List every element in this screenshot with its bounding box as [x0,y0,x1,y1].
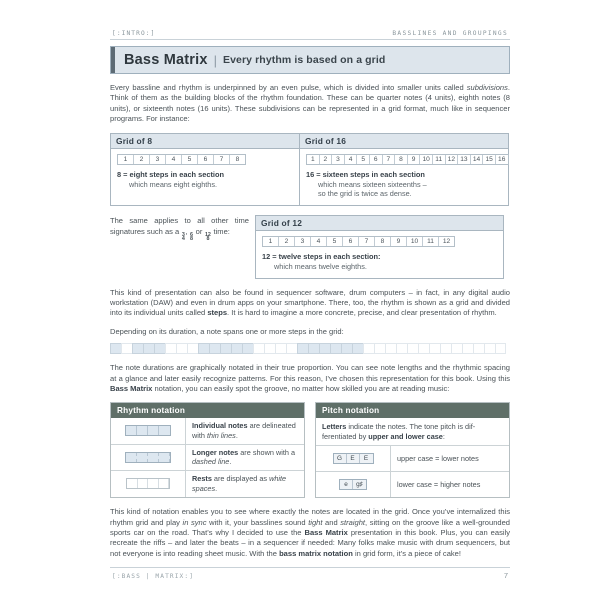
sig1-numerator: 3 [181,231,185,238]
closing-text-1: This kind of notation enables you to see where exactly the notes are located in the grid. Once you’ve internalized this rhythm grid and play [110,507,510,527]
step-cell: 10 [407,237,423,246]
long-note-dashed-icon [125,452,171,463]
time-sig-comma: , [185,226,190,236]
pitch-intro-term: Letters [322,421,347,431]
step-grid-8 [117,154,246,165]
duration-cell-filled [308,343,319,354]
note-letter: g♯ [356,481,363,489]
note-cell [148,453,159,462]
running-head-rule [110,39,510,40]
step-cell: 2 [279,237,295,246]
duration-cell-empty [176,343,187,354]
intro-text-1: Every bassline and rhythm is underpinned by an even pulse, which is divided into smaller units called [110,83,467,92]
pitch-row-1-text: lower case = higher notes [397,479,481,489]
duration-cell-filled [231,343,242,354]
note-letter: G [334,454,347,463]
proportion-term-bass-matrix: Bass Matrix [110,384,153,394]
running-head-left: [:INTRO:] [112,30,156,37]
duration-cell-empty [374,343,385,354]
rest-cell [138,479,149,488]
rest-cell [159,479,170,488]
pitch-glyph-lower-case [316,472,391,497]
intro-text-2: . Think of them as the building blocks of the rhythm foundation. These can be quarter notes (4 units), eighth notes (8 units), or sixteenth notes (16 units). These subdivisions can be represented in a grid format, much like in sequencer programs. For instance: [110,83,510,124]
note-duration-strip [110,343,510,354]
rhythm-glyph-longer-notes [111,445,186,471]
sig2-numerator: 6 [190,231,194,238]
step-cell: 8 [395,155,408,164]
running-head [110,30,510,39]
rhythm-glyph-rests [111,471,186,497]
grid-box-16-header: Grid of 16 [300,134,508,150]
step-cell: 4 [166,155,182,164]
rhythm-row-0-text [186,418,304,444]
rhythm-row-2-mid: are displayed as [211,474,270,484]
duration-cell-filled [319,343,330,354]
page-content [110,30,510,580]
note-cell [159,453,170,462]
rhythm-row-0-italic: thin lines [207,430,236,440]
page-title: Bass Matrix [124,52,208,68]
grid-box-8-label: 8 = eight steps in each section [117,170,224,180]
step-cell: 5 [357,155,370,164]
table-row [111,445,304,472]
step-cell: 11 [433,155,446,164]
footer-left: [:BASS | MATRIX:] [112,573,195,581]
rhythm-row-1-italic: dashed line [192,457,230,467]
duration-cell-empty [187,343,198,354]
daw-text-1: This kind of presentation can also be found in sequencer software, drum computers – in fact, in any digital audio workstation (DAW) and even in drum apps on your smartphone. There, too, the rhythm is shown as a grid and divided into its individual units called [110,287,510,318]
rhythm-row-1-end: . [229,457,232,467]
step-grid-12 [262,236,455,247]
duration-cell-empty [264,343,275,354]
pitch-intro-mid: indicate the notes. The tone pitch is dif-ferentiated by [322,421,476,441]
step-cell: 6 [370,155,383,164]
note-cell [137,453,148,462]
step-cell: 5 [182,155,198,164]
note-cells-icon [125,425,171,436]
duration-cell-filled [330,343,341,354]
pitch-intro-end: : [442,431,445,441]
duration-cell-empty [495,343,506,354]
grid-box-8-body [111,149,299,195]
rhythm-row-1-mid: are shown with a [238,447,296,457]
rhythm-glyph-individual-notes [111,418,186,444]
step-cell: 6 [343,237,359,246]
daw-term-steps: steps [207,308,228,318]
rest-empty-icon [126,478,170,489]
note-letter: E [347,454,360,463]
duration-cell-filled [341,343,352,354]
note-letter: e [340,480,353,489]
step-cell: 15 [483,155,496,164]
chapter-title-bar [110,46,510,74]
rhythm-row-2-end: . [215,483,218,493]
rhythm-row-1-term: Longer notes [192,447,239,457]
pitch-intro-bold: upper and lower case [368,431,443,441]
duration-cell-empty [451,343,462,354]
note-cell [148,426,159,435]
sig1-denominator: 4 [181,236,185,243]
notation-tables [110,402,510,498]
step-cell: 7 [383,155,396,164]
paragraph-closing [110,507,510,559]
grid-box-12-body [256,231,503,277]
note-cell [126,426,137,435]
duration-cell-empty [484,343,495,354]
grid-box-12-sub-0: which means twelve eighths. [274,262,367,271]
grid-box-8-header: Grid of 8 [111,134,299,150]
duration-cell-filled [297,343,308,354]
duration-cell-filled [352,343,363,354]
step-cell: 16 [498,156,506,164]
rhythm-row-1-text [186,445,304,471]
closing-text-2: with it, your basslines sound [206,517,309,527]
closing-text-6: in grid form, it’s a piece of cake! [352,548,461,558]
page-subtitle: Every rhythm is based on a grid [223,54,386,66]
intro-term-subdivisions: subdivisions [466,83,508,92]
duration-cell-empty [253,343,264,354]
footer-rule [110,567,510,568]
rest-cell [127,479,138,488]
step-cell: 10 [420,155,433,164]
duration-cell-empty [121,343,132,354]
rhythm-notation-table [110,402,305,498]
step-cell: 3 [295,237,311,246]
duration-cell-filled [110,343,121,354]
closing-italic-in-sync: in sync [182,517,207,527]
step-cell: 2 [134,155,150,164]
rhythm-row-2-italic: white spaces [192,474,287,493]
step-cell: 12 [446,155,459,164]
proportion-text-2: notation, you can easily spot the groove, no matter how skilled you are at reading music: [152,384,450,394]
running-head-right: BASSLINES AND GROUPINGS [392,30,508,37]
step-cell: 3 [332,155,345,164]
page-number: 7 [503,571,508,581]
step-cell: 4 [311,237,327,246]
time-sig-before: The same applies to all other time signatures such as a [110,215,249,236]
paragraph-intro [110,83,510,125]
grid-box-16-sub-1: so the grid is twice as dense. [318,189,412,199]
pitch-row-0-text: upper case = lower notes [397,453,479,463]
grid-box-16 [299,133,509,206]
paragraph-proportion [110,363,510,394]
pitch-glyph-upper-case [316,446,391,471]
grid-box-16-sub-0: which means sixteen sixteenths – [318,179,427,189]
closing-bold-bass-matrix-notation: bass matrix notation [279,548,353,558]
table-row [111,471,304,497]
duration-cell-filled [132,343,143,354]
step-cell: 12 [442,238,451,246]
grid-box-16-body [300,149,508,205]
step-cell: 3 [150,155,166,164]
note-letters-upper-icon [333,453,374,464]
step-cell: 9 [391,237,407,246]
rest-cell [148,479,159,488]
paragraph-daw [110,288,510,319]
duration-cell-empty [407,343,418,354]
note-letters-lower-icon [339,479,367,490]
step-cell: 1 [307,155,320,164]
sig3-denominator: 8 [206,236,210,243]
closing-italic-straight: straight [340,517,366,527]
table-row [316,446,509,472]
duration-cell-filled [143,343,154,354]
grid-box-8-sub-0: which means eight eighths. [129,179,218,189]
closing-italic-tight: tight [308,517,323,527]
time-sig-or: or [193,226,205,236]
note-cell [137,426,148,435]
duration-cell-empty [396,343,407,354]
grid-box-12-header: Grid of 12 [256,216,503,232]
duration-cell-empty [363,343,374,354]
closing-text-5: presentation in this book. Plus, you can easily recreate the riffs – and later the beats – in a sequencer if needed: Many folks make music with drum sequencers, but not everyone is into reading sheet music. With the [110,527,510,558]
duration-cell-filled [220,343,231,354]
step-cell: 1 [118,155,134,164]
pitch-table-intro [316,418,509,446]
step-cell: 2 [320,155,333,164]
step-cell: 8 [235,156,240,164]
grid-box-12-label: 12 = twelve steps in each section: [262,252,381,262]
daw-text-2: . It is hard to imagine a more concrete, precise, and clear presentation of rhythm. [227,308,497,318]
sig2-denominator: 8 [190,236,194,243]
grid-box-12 [255,215,504,279]
duration-cell-empty [418,343,429,354]
duration-cell-filled [198,343,209,354]
step-cell: 9 [408,155,421,164]
step-cell: 14 [471,155,484,164]
grid-box-8 [110,133,300,206]
step-cell: 5 [327,237,343,246]
duration-cell-empty [440,343,451,354]
duration-cell-empty [275,343,286,354]
rhythm-row-2-text [186,471,304,497]
closing-text-4: , sitting on the groove like a well-grounded sports car on the road. That’s why I decided to use the [110,517,510,537]
duration-cell-filled [154,343,165,354]
duration-cell-empty [385,343,396,354]
title-divider: | [213,52,217,68]
step-cell: 7 [214,155,230,164]
table-row [111,418,304,445]
step-cell: 4 [345,155,358,164]
note-cell [159,426,170,435]
duration-cell-empty [462,343,473,354]
duration-cell-empty [286,343,297,354]
time-sig-after: time: [211,226,230,236]
duration-cell-filled [209,343,220,354]
rhythm-table-header: Rhythm notation [111,403,304,418]
step-cell: 13 [458,155,471,164]
step-cell: 6 [198,155,214,164]
step-grid-16 [306,154,509,165]
duration-cell-empty [165,343,176,354]
step-cell: 8 [375,237,391,246]
rhythm-row-0-end: . [235,430,238,440]
step-cell: 11 [423,237,439,246]
page-footer [110,571,510,580]
sig3-numerator: 12 [204,231,211,238]
pitch-notation-table [315,402,510,498]
proportion-text-1: The note durations are graphically notated in their true proportion. You can see note lengths and the rhythmic spacing at a glance and later easily recognize patterns. For this reason, I’ve chosen this representation for this book. Using this [110,363,510,383]
title-accent-bar [111,47,115,73]
rhythm-row-0-term: Individual notes [192,420,248,430]
time-signature-row [110,215,510,279]
duration-cell-empty [429,343,440,354]
table-row [316,472,509,497]
closing-bold-bass-matrix: Bass Matrix [304,527,348,537]
paragraph-duration-lead: Depending on its duration, a note spans one or more steps in the grid: [110,326,344,336]
rhythm-row-0-mid: are delineated with [192,420,296,440]
note-cell [126,453,137,462]
duration-cell-filled [242,343,253,354]
rhythm-row-2-term: Rests [192,474,212,484]
time-signature-text [110,215,255,242]
pitch-table-header: Pitch notation [316,403,509,418]
closing-text-3: and [322,517,341,527]
duration-cell-empty [473,343,484,354]
grid-boxes-row [110,133,510,206]
note-letter: E [363,455,369,463]
step-cell: 1 [263,237,279,246]
step-cell: 7 [359,237,375,246]
grid-box-16-label: 16 = sixteen steps in each section [306,170,425,180]
